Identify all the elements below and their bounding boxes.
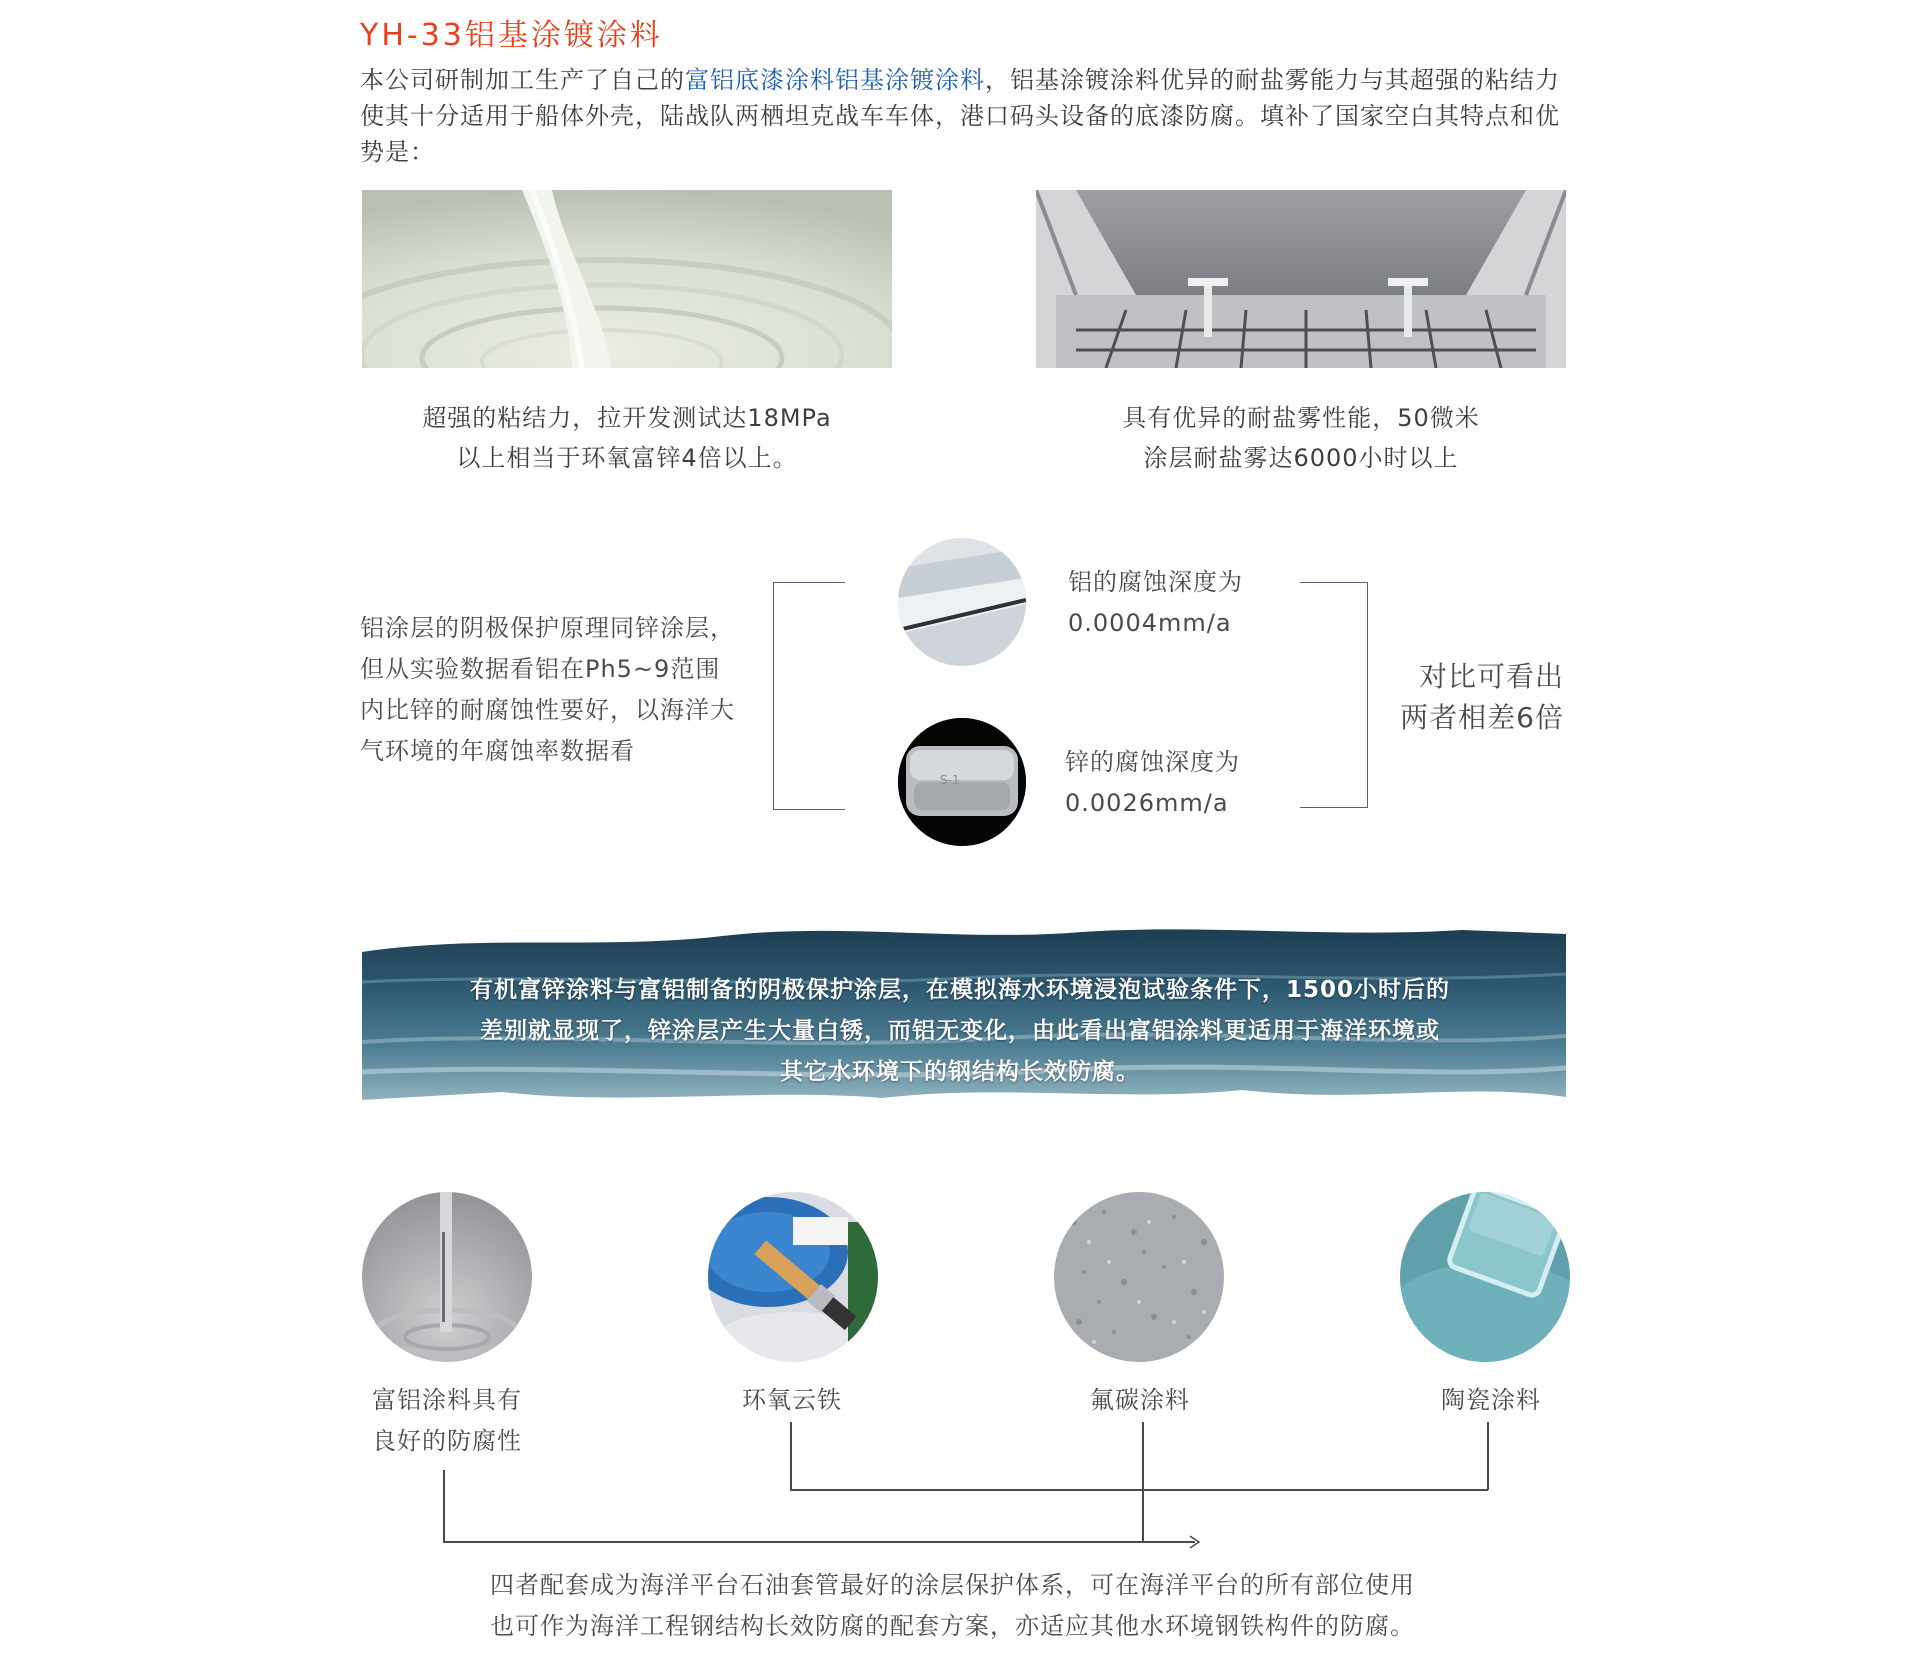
comparison-conclusion — [1380, 656, 1564, 738]
banner-text — [360, 970, 1560, 1093]
left-bracket — [773, 582, 845, 810]
cathodic-protection-text: 铝涂层的阴极保护原理同锌涂层，但从实验数据看铝在Ph5~9范围内比锌的耐腐蚀性要好，以海洋大气环境的年腐蚀率数据看 — [360, 614, 735, 765]
footer-line: 四者配套成为海洋平台石油套管最好的涂层保护体系，可在海洋平台的所有部位使用 — [490, 1571, 1415, 1599]
connector-line — [1142, 1422, 1144, 1542]
conclusion-line: 两者相差6倍 — [1400, 701, 1564, 734]
product-label-line: 环氧云铁 — [742, 1386, 842, 1414]
page-title: YH-33铝基涂镀涂料 — [360, 18, 663, 53]
banner-line: 其它水环境下的钢结构长效防腐。 — [780, 1059, 1140, 1085]
connector-line — [443, 1470, 445, 1542]
salt-spray-chamber-image — [1036, 190, 1566, 368]
zinc-corrosion-value: 0.0026mm/a — [1065, 789, 1229, 817]
product-label-line: 良好的防腐性 — [372, 1427, 522, 1455]
fluorocarbon-coating-image — [1054, 1192, 1224, 1362]
zinc-sample-image — [898, 718, 1026, 846]
zinc-corrosion-label — [1065, 742, 1240, 824]
product-label-line: 陶瓷涂料 — [1441, 1386, 1541, 1414]
svg-text:S-1: S-1 — [940, 773, 960, 787]
ceramic-coating-image — [1400, 1192, 1570, 1362]
aluminum-rich-coating-image — [362, 1192, 532, 1362]
connector-line — [1487, 1422, 1489, 1490]
product-label-line: 氟碳涂料 — [1090, 1386, 1190, 1414]
banner-line: 差别就显现了，锌涂层产生大量白锈，而铝无变化，由此看出富铝涂料更适用于海洋环境或 — [480, 1018, 1440, 1044]
connector-line — [443, 1541, 1195, 1543]
arrow-head-icon — [1188, 1534, 1202, 1550]
feature-caption-line: 涂层耐盐雾达6000小时以上 — [1143, 444, 1459, 472]
right-bracket — [1300, 582, 1368, 808]
product-label-line: 富铝涂料具有 — [372, 1386, 522, 1414]
intro-paragraph — [360, 62, 1584, 170]
feature-caption-line: 超强的粘结力，拉开发测试达18MPa — [422, 404, 832, 432]
connector-line — [790, 1422, 792, 1490]
aluminum-corrosion-title: 铝的腐蚀深度为 — [1068, 568, 1243, 596]
connector-line — [790, 1489, 1488, 1491]
feature-caption-salt-spray — [1036, 398, 1566, 478]
product-label-aluminum-rich — [372, 1380, 522, 1462]
product-label-ceramic — [1441, 1380, 1541, 1421]
intro-text-1: 本公司研制加工生产了自己的 — [360, 66, 685, 94]
footer-text — [490, 1565, 1530, 1647]
aluminum-corrosion-value: 0.0004mm/a — [1068, 609, 1232, 637]
epoxy-mio-image — [708, 1192, 878, 1362]
zinc-corrosion-title: 锌的腐蚀深度为 — [1065, 748, 1240, 776]
banner-line: 有机富锌涂料与富铝制备的阴极保护涂层，在模拟海水环境浸泡试验条件下，1500小时后的 — [469, 977, 1450, 1003]
feature-caption-line: 具有优异的耐盐雾性能，50微米 — [1122, 404, 1480, 432]
feature-caption-line: 以上相当于环氧富锌4倍以上。 — [456, 444, 798, 472]
intro-text-2: ，铝基涂镀涂料优异的耐盐雾能力与其超强的粘结力使其十分适用于船体外壳，陆战队两栖坦克战车车体，港口码头设备的底漆防腐。填补了国家空白其特点和优势是： — [360, 66, 1560, 166]
aluminum-corrosion-label — [1068, 562, 1243, 644]
footer-line: 也可作为海洋工程钢结构长效防腐的配套方案，亦适应其他水环境钢铁构件的防腐。 — [490, 1612, 1415, 1640]
feature-caption-adhesion — [362, 398, 892, 478]
aluminum-sample-image — [898, 538, 1026, 666]
product-label-fluorocarbon — [1090, 1380, 1190, 1421]
conclusion-line: 对比可看出 — [1418, 660, 1564, 693]
white-paint-pour-image — [362, 190, 892, 368]
product-label-epoxy-mio — [742, 1380, 842, 1421]
intro-highlight: 富铝底漆涂料铝基涂镀涂料 — [685, 66, 985, 94]
